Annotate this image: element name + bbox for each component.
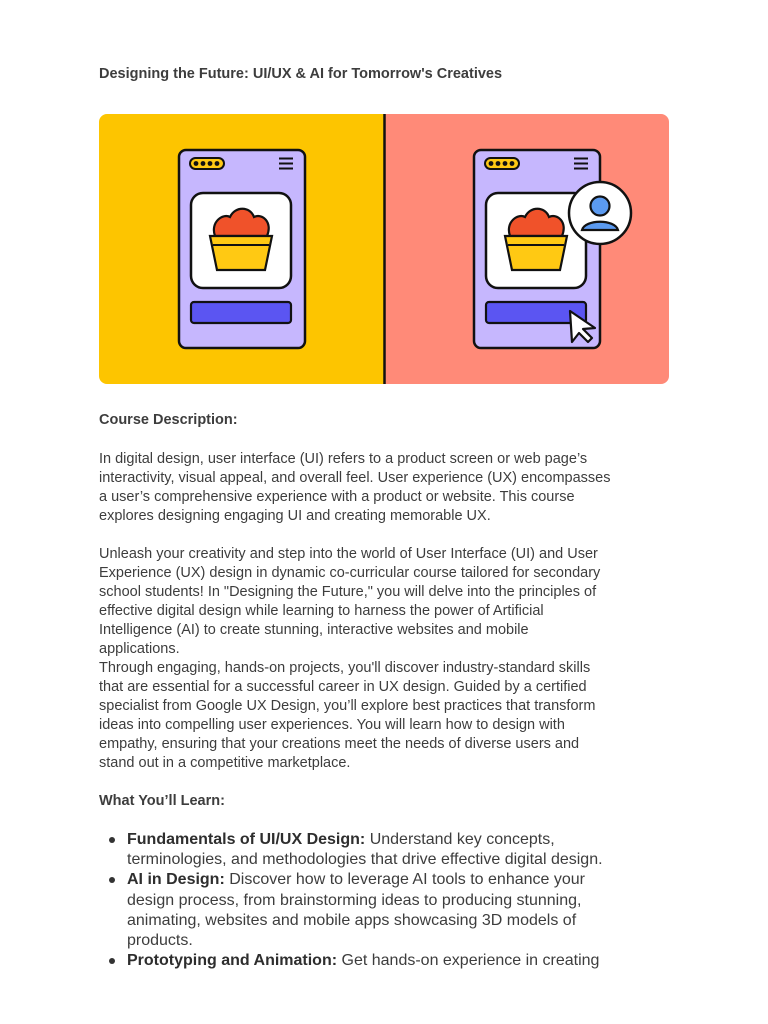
cta-button-shape [191,302,291,323]
user-avatar-icon [569,182,631,244]
paragraph-line: stand out in a competitive marketplace. [99,755,351,771]
paragraph-line: specialist from Google UX Design, you’ll explore best practices that transform [99,698,596,714]
paragraph-line: empathy, ensuring that your creations meet the needs of diverse users and [99,736,580,752]
course-description-paragraph-1 [99,450,671,526]
list-item-first-line [127,870,674,890]
course-description-heading: Course Description: [99,412,238,428]
paragraph-line: explores designing engaging UI and creating memorable UX. [99,508,491,524]
paragraph-line: effective digital design while learning to harness the power of Artificial [99,603,544,619]
list-item-title: Fundamentals of UI/UX Design: [127,831,366,848]
learning-outcomes-list [99,830,674,971]
what-youll-learn-heading: What You’ll Learn: [99,793,225,809]
paragraph-line: interactivity, visual appeal, and overall feel. User experience (UX) encompasses [99,470,611,486]
paragraph-line: Unleash your creativity and step into the world of User Interface (UI) and User [99,546,598,562]
paragraph-line: applications. [99,641,180,657]
paragraph-line: school students! In "Designing the Future," you will delve into the principles of [99,584,597,600]
phone-mockup-left [179,150,305,348]
list-item-first-line [127,830,674,850]
list-item [99,951,674,971]
list-item-text: Get hands-on experience in creating [337,952,600,970]
list-item-text: Discover how to leverage AI tools to enhance your [224,871,585,889]
list-item-text-line: animating, websites and mobile apps showcasing 3D models of [127,911,577,929]
list-item-first-line [127,951,674,971]
list-item [99,830,674,870]
paragraph-line: Experience (UX) design in dynamic co-curricular course tailored for secondary [99,565,601,581]
paragraph-line: that are essential for a successful career in UX design. Guided by a certified [99,679,587,695]
list-item-title: AI in Design: [127,871,225,889]
dots-icon [485,158,519,169]
list-item-text-line: terminologies, and methodologies that drive effective digital design. [127,851,603,869]
cupcake-icon [505,209,567,270]
list-item-title: Prototyping and Animation: [127,952,338,970]
document-title: Designing the Future: UI/UX & AI for Tomorrow's Creatives [99,66,503,82]
paragraph-line: a user’s comprehensive experience with a product or website. This course [99,489,575,505]
paragraph-line: Through engaging, hands-on projects, you'll discover industry-standard skills [99,660,591,676]
list-item [99,870,674,951]
dots-icon [190,158,224,169]
bullet-icon [109,877,115,883]
list-item-text-line: products. [127,932,193,950]
hero-illustration [99,114,669,384]
list-item-text: Understand key concepts, [365,831,555,848]
bullet-icon [109,958,115,964]
paragraph-line: Intelligence (AI) to create stunning, interactive websites and mobile [99,622,529,638]
list-item-text-line: design process, from brainstorming ideas to producing stunning, [127,891,582,909]
hero-svg [99,114,669,384]
paragraph-line: ideas into compelling user experiences. You will learn how to design with [99,717,565,733]
course-description-paragraph-2 [99,545,671,773]
cupcake-icon [210,209,272,270]
paragraph-line: In digital design, user interface (UI) refers to a product screen or web page’s [99,451,588,467]
bullet-icon [109,837,115,843]
